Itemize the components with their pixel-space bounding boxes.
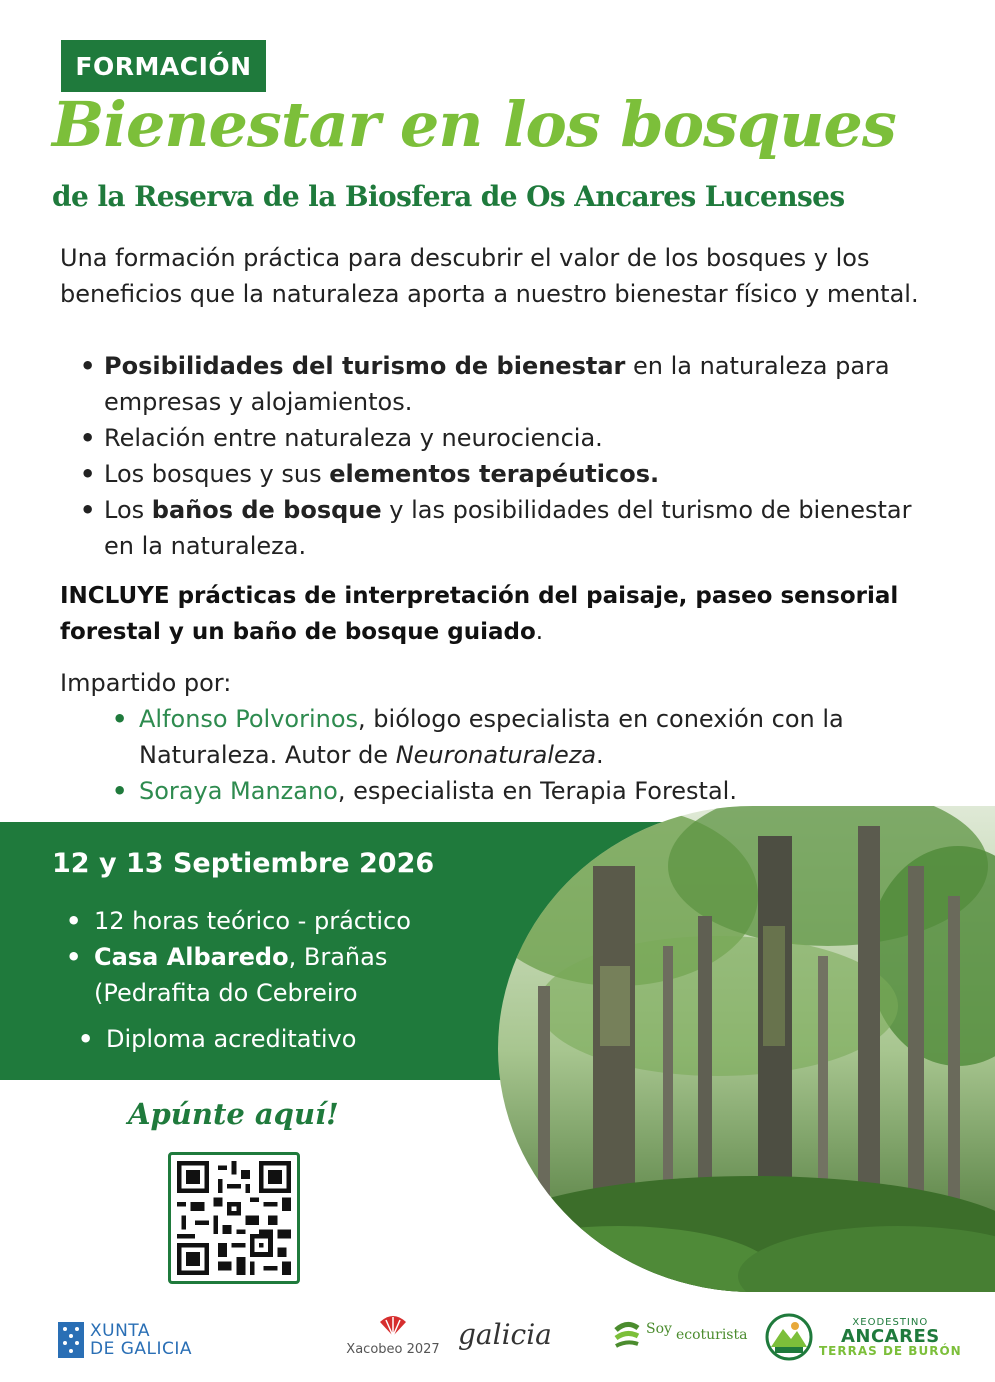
ecoturista-logo: Soy ecoturista (612, 1320, 747, 1350)
xunta-shield-icon (58, 1322, 84, 1358)
details-list (66, 903, 506, 1057)
speakers-list (112, 701, 932, 809)
includes-text: INCLUYE prácticas de interpretación del paisaje, paseo sensorial forestal y un baño de bosque guiado. (60, 583, 899, 645)
page-subtitle: de la Reserva de la Biosfera de Os Ancares Lucenses (52, 180, 845, 213)
scallop-shell-icon (378, 1314, 408, 1338)
list-item: • Alfonso Polvorinos, biólogo especialista en conexión con la Naturaleza. Autor de Neuronaturaleza. (112, 701, 932, 773)
xunta-logo: XUNTA DE GALICIA (58, 1322, 192, 1358)
qr-code-icon (177, 1161, 291, 1275)
signup-heading: Apúnte aquí! (128, 1097, 339, 1131)
list-item: • 12 horas teórico - práctico (66, 903, 506, 939)
ancares-logo: XEODESTINO ANCARES TERRAS DE BURÓN (765, 1313, 962, 1361)
list-item: • Diploma acreditativo (66, 1021, 506, 1057)
taught-by-label: Impartido por: (60, 669, 232, 697)
event-date: 12 y 13 Septiembre 2026 (52, 848, 435, 879)
qr-code[interactable] (168, 1152, 300, 1284)
galicia-logo: galicia (458, 1318, 552, 1351)
list-item: • Posibilidades del turismo de bienestar en la naturaleza para empresas y alojamientos. (80, 348, 940, 420)
list-item: • Relación entre naturaleza y neurociencia. (80, 420, 940, 456)
page-title: Bienestar en los bosques (52, 88, 896, 161)
topics-list (80, 348, 940, 564)
leaf-swirl-icon (612, 1320, 642, 1350)
forest-photo (498, 806, 995, 1292)
list-item: • Casa Albaredo, Brañas (Pedrafita do Cebreiro (66, 939, 506, 1011)
category-badge: FORMACIÓN (61, 40, 266, 92)
intro-text: Una formación práctica para descubrir el valor de los bosques y los beneficios que la naturaleza aporta a nuestro bienestar físico y mental. (60, 244, 919, 308)
list-item: • Los bosques y sus elementos terapéuticos. (80, 456, 940, 492)
list-item: • Soraya Manzano, especialista en Terapia Forestal. (112, 773, 932, 809)
forest-image (498, 806, 995, 1292)
xacobeo-logo: Xacobeo 2027 (338, 1314, 448, 1357)
mountain-emblem-icon (765, 1313, 813, 1361)
speaker-name: Soraya Manzano (139, 777, 338, 805)
speaker-name: Alfonso Polvorinos (139, 705, 359, 733)
list-item: • Los baños de bosque y las posibilidades del turismo de bienestar en la naturaleza. (80, 492, 940, 564)
